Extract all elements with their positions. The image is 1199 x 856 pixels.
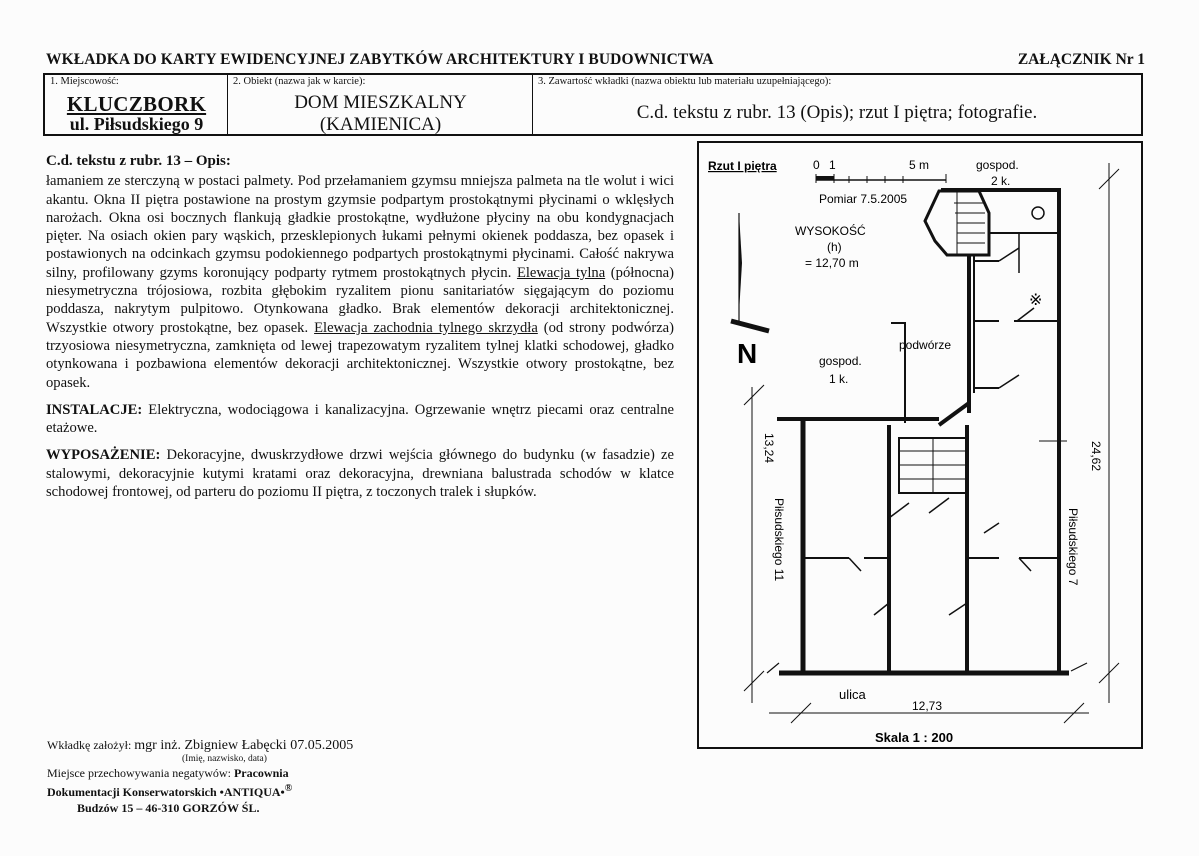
- storage-value-1: Pracownia: [233, 766, 289, 780]
- object-line-1: DOM MIESZKALNY: [294, 92, 467, 113]
- description-paragraph: [46, 172, 674, 392]
- height-line-2: (h): [827, 240, 842, 254]
- room-left-line-1: gospod.: [819, 354, 862, 368]
- street-right: Piłsudskiego 7: [1066, 508, 1080, 586]
- locality-value: KLUCZBORK: [66, 92, 207, 116]
- description-p1-a: łamaniem ze sterczyną w postaci palmety. Pod przełamaniem gzymsu mniejsza palmeta na tle wolut i wici akantu. Okna II piętra postawione na prostym gzymsie podpartym prostokątnymi płycinami o wklęsłych narożach. Okna osi bocznych flankują gładkie prostokątne, wydłużone płyciny na obu kondygnacjach pięter. Na osiach okien pary wąskich, przesklepionych łukami pełnymi okienek poddasza, bez opasek i postawionych na odcinkach gzymsu podokiennego podpartych prostokątnymi płycinami. Całość nakrywa silny, profilowany gzyms koronujący podparty rytmem prostokątnych płycin.: [46, 173, 674, 281]
- contents-value: C.d. tekstu z rubr. 13 (Opis); rzut I piętra; fotografie.: [636, 102, 1038, 123]
- scale-one: 1: [829, 158, 836, 172]
- height-line-1: WYSOKOŚĆ: [795, 224, 866, 238]
- contents-label: 3. Zawartość wkładki (nazwa obiektu lub materiału uzupełniającego):: [538, 76, 832, 87]
- description-heading: C.d. tekstu z rubr. 13 – Opis:: [46, 153, 231, 169]
- storage-value-2: Dokumentacji Konserwatorskich •ANTIQUA•: [47, 785, 285, 799]
- room-left-line-2: 1 k.: [829, 372, 849, 386]
- document-title: WKŁADKA DO KARTY EWIDENCYJNEJ ZABYTKÓW ARCHITEKTURY I BUDOWNICTWA: [46, 51, 714, 68]
- equipment-label: WYPOSAŻENIE:: [46, 447, 161, 464]
- height-line-3: = 12,70 m: [805, 256, 859, 270]
- object-cell: [228, 75, 533, 134]
- dim-left: 13,24: [762, 433, 776, 464]
- created-label: Wkładkę założył:: [47, 738, 132, 752]
- dim-right: 24,62: [1089, 441, 1103, 472]
- registered-mark: ®: [284, 783, 293, 794]
- description-p1-b: (północna) niesymetryczna trójosiowa, rozbita głębokim ryzalitem pionu sanitariatów sięgającym do poziomu poddasza, nakrytym pulpitowo. Otynkowana gładko. Brak elementów dekoracji architektonicznej. Wszystkie otwory prostokątne, bez opasek.: [46, 264, 674, 336]
- rear-elevation-term: Elewacja tylna: [516, 264, 606, 281]
- address-value: ul. Piłsudskiego 9: [69, 114, 204, 134]
- created-hint: (Imię, nazwisko, data): [182, 754, 267, 764]
- storage-label: Miejsce przechowywania negatywów:: [47, 766, 231, 780]
- locality-cell: [45, 75, 228, 134]
- scale-bar: [813, 158, 946, 206]
- north-arrow: [731, 213, 769, 369]
- storage-line-2: [47, 781, 353, 800]
- plan-scale: Skala 1 : 200: [875, 730, 954, 745]
- dimension-lines: [744, 163, 1119, 723]
- contents-cell: [533, 75, 1141, 134]
- street-left: Piłsudskiego 11: [772, 498, 786, 582]
- equipment-text: Dekoracyjne, dwuskrzydłowe drzwi wejścia głównego do budynku (w fasadzie) ze stalowymi, dekoracyjnie kutymi kratami oraz dekoracyjna, drewniana balustrada schodów w klatce schodowej frontowej, od parteru do poziomu II piętra, z toczonych tralek i słupków.: [46, 447, 674, 501]
- locality-label: 1. Miejscowość:: [50, 76, 119, 87]
- installations-label: INSTALACJE:: [46, 401, 143, 418]
- room-top-line-2: 2 k.: [991, 174, 1011, 188]
- created-by: [47, 737, 353, 754]
- survey-date: Pomiar 7.5.2005: [819, 192, 908, 206]
- west-elevation-term: Elewacja zachodnia tylnego skrzydła: [314, 319, 538, 336]
- footer: [47, 737, 353, 816]
- attachment-label: ZAŁĄCZNIK Nr 1: [1017, 51, 1145, 68]
- storage-line-3: Budzów 15 – 46-310 GORZÓW ŚL.: [77, 801, 260, 815]
- street-bottom: ulica: [839, 687, 866, 702]
- scale-zero: 0: [813, 158, 820, 172]
- storage-line-1: [47, 765, 353, 781]
- scale-five: 5 m: [909, 158, 930, 172]
- description-text: [46, 152, 674, 510]
- object-label: 2. Obiekt (nazwa jak w karcie):: [233, 76, 366, 87]
- floor-plan-drawing: [699, 143, 1141, 747]
- object-line-2: (KAMIENICA): [319, 114, 442, 135]
- floor-plan: [697, 141, 1143, 749]
- equipment-paragraph: [46, 446, 674, 501]
- installations-paragraph: [46, 401, 674, 438]
- description-p1-c: (od strony podwórza) trzyosiowa niesymetryczna, zamknięta od lewej trapezowatym ryzalitem tylnej klatki schodowej, gładko otynkowana i pozbawiona elementów dekoracji architektonicznej. Wszystkie otwory prostokątne, bez opasek.: [46, 319, 675, 391]
- yard-label: podwórze: [899, 338, 952, 352]
- dim-bottom: 12,73: [912, 699, 943, 713]
- object-value: [228, 92, 533, 136]
- header-table: [43, 73, 1143, 136]
- installations-text: Elektryczna, wodociągowa i kanalizacyjna. Ogrzewanie wnętrz piecami oraz centralne etażowe.: [46, 401, 674, 437]
- north-letter: N: [737, 338, 758, 369]
- room-top-line-1: gospod.: [976, 158, 1019, 172]
- vent-symbol: ※: [1029, 292, 1043, 309]
- created-value: mgr inż. Zbigniew Łabęcki 07.05.2005: [134, 738, 354, 753]
- plan-title: Rzut I piętra: [708, 159, 777, 173]
